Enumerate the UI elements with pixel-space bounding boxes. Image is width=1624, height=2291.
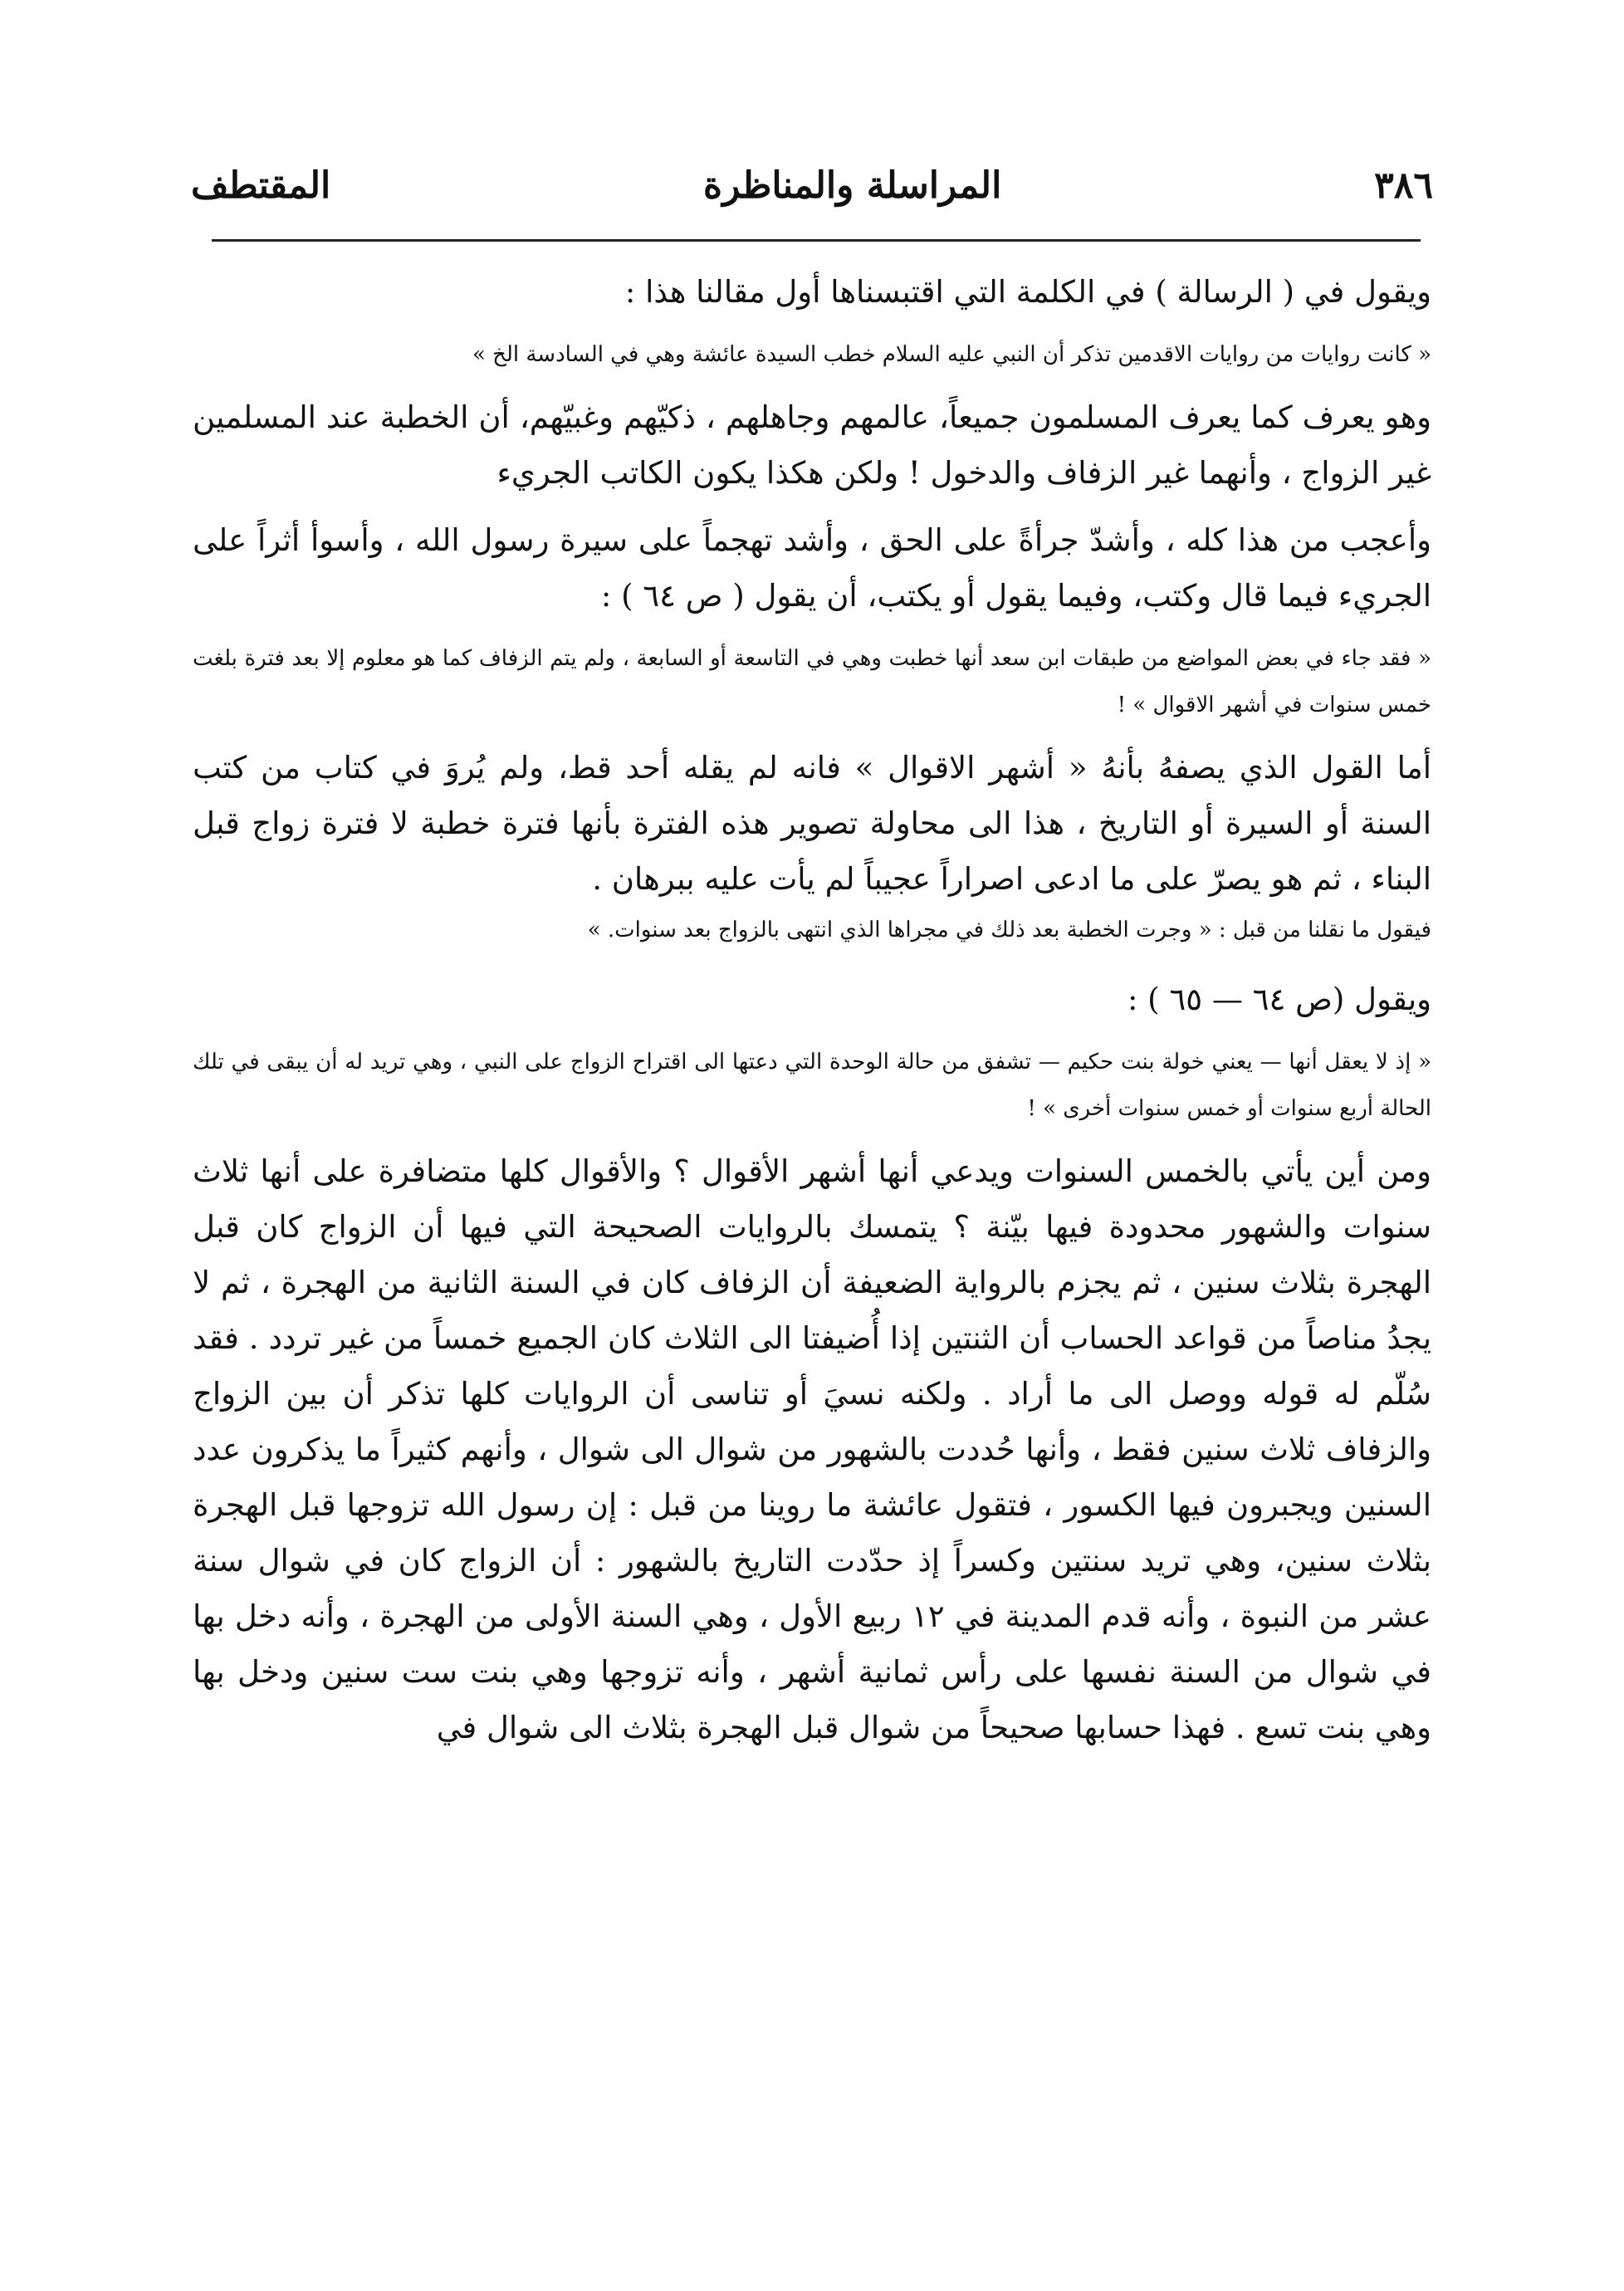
journal-name: المقتطف xyxy=(191,164,331,207)
header-rule xyxy=(212,239,1421,242)
quote-paragraph: « إذ لا يعقل أنها — يعني خولة بنت حكيم — تشفق من حالة الوحدة التي دعتها الى اقتراح الزواج على النبي ، وهي تريد له أن يبقى في تلك الحالة أربع سنوات أو خمس سنوات أخرى » ! xyxy=(193,1050,1431,1121)
quote-paragraph: « فقد جاء في بعض المواضع من طبقات ابن سعد أنها خطبت وهي في التاسعة أو السابعة ، ولم يتم الزفاف كما هو معلوم إلا بعد فترة بلغت خمس سنوات في أشهر الاقوال » ! xyxy=(193,646,1431,717)
body-paragraph: وهو يعرف كما يعرف المسلمون جميعاً، عالمهم وجاهلهم ، ذكيّهم وغبيّهم، أن الخطبة عند المسلمين غير الزواج ، وأنهما غير الزفاف والدخول ! ولكن هكذا يكون الكاتب الجريء xyxy=(193,399,1431,491)
body-paragraph: وأعجب من هذا كله ، وأشدّ جرأةً على الحق ، وأشد تهجماً على سيرة رسول الله ، وأسوأ أثراً على الجريء فيما قال وكتب، وفيما يقول أو يكتب، أن يقول ( ص ٦٤ ) : xyxy=(193,522,1431,614)
page-header xyxy=(191,148,1433,223)
body-paragraph: ومن أين يأتي بالخمس السنوات ويدعي أنها أشهر الأقوال ؟ والأقوال كلها متضافرة على أنها ثلاث سنوات والشهور محدودة فيها بيّنة ؟ يتمسك بالروايات الصحيحة التي فيها أن الزواج كان قبل الهجرة بثلاث سنين ، ثم يجزم بالرواية الضعيفة أن الزفاف كان في السنة الثانية من الهجرة ، ثم لا يجدُ مناصاً من قواعد الحساب أن الثنتين إذا أُضيفتا الى الثلاث كان الجميع خمساً من غير تردد . فقد سُلّم له قوله ووصل الى ما أراد . ولكنه نسيَ أو تناسى أن الروايات كلها تذكر أن بين الزواج والزفاف ثلاث سنين فقط ، وأنها حُددت بالشهور من شوال الى شوال ، وأنهم كثيراً ما يذكرون عدد السنين ويجبرون فيها الكسور ، فتقول عائشة ما روينا من قبل : إن رسول الله تزوجها قبل الهجرة بثلاث سنين، وهي تريد سنتين وكسراً إذ حدّدت التاريخ بالشهور : أن الزواج كان في شوال سنة عشر من النبوة ، وأنه قدم المدينة في ١٢ ربيع الأول ، وهي السنة الأولى من الهجرة ، وأنه دخل بها في شوال من السنة نفسها على رأس ثمانية أشهر ، وأنه تزوجها وهي بنت ست سنين ودخل بها وهي بنت تسع . فهذا حسابها صحيحاً من شوال قبل الهجرة بثلاث الى شوال في xyxy=(193,1153,1432,1745)
body-paragraph: ويقول في ( الرسالة ) في الكلمة التي اقتبسناها أول مقالنا هذا : xyxy=(624,274,1431,310)
body-paragraph: ويقول (ص ٦٤ — ٦٥ ) : xyxy=(1127,982,1431,1017)
quote-paragraph: « كانت روايات من روايات الاقدمين تذكر أن النبي عليه السلام خطب السيدة عائشة وهي في السادسة الخ » xyxy=(472,342,1431,367)
quote-paragraph: فيقول ما نقلنا من قبل : « وجرت الخطبة بعد ذلك في مجراها الذي انتهى بالزواج بعد سنوات. » xyxy=(587,918,1431,942)
body-paragraph: أما القول الذي يصفهُ بأنهُ « أشهر الاقوال » فانه لم يقله أحد قط، ولم يُروَ في كتاب من كتب السنة أو السيرة أو التاريخ ، هذا الى محاولة تصوير هذه الفترة بأنها فترة خطبة لا فترة زواج قبل البناء ، ثم هو يصرّ على ما ادعى اصراراً عجيباً لم يأت عليه ببرهان . xyxy=(193,750,1431,897)
page-number: ٣٨٦ xyxy=(1374,164,1433,207)
section-title: المراسلة والمناظرة xyxy=(703,164,1002,207)
article-body xyxy=(193,264,1431,1767)
